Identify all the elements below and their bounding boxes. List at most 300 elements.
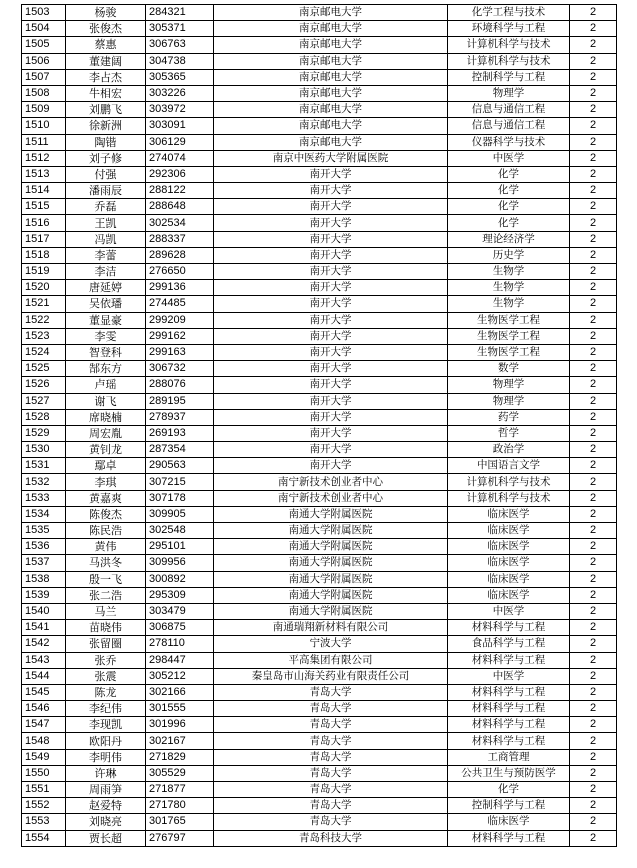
organization-cell: 南京邮电大学 [214, 5, 448, 21]
person-name-cell: 马洪冬 [66, 555, 146, 571]
organization-cell: 南通大学附属医院 [214, 523, 448, 539]
serial-number-cell: 299162 [146, 328, 214, 344]
count-cell: 2 [570, 474, 617, 490]
organization-cell: 南开大学 [214, 425, 448, 441]
organization-cell: 南京邮电大学 [214, 69, 448, 85]
person-name-cell: 马兰 [66, 603, 146, 619]
serial-number-cell: 301996 [146, 717, 214, 733]
person-name-cell: 黄伟 [66, 539, 146, 555]
row-number-cell: 1505 [22, 37, 66, 53]
organization-cell: 南开大学 [214, 409, 448, 425]
row-number-cell: 1513 [22, 166, 66, 182]
person-name-cell: 潘雨辰 [66, 183, 146, 199]
serial-number-cell: 309956 [146, 555, 214, 571]
organization-cell: 南通瑞翔新材料有限公司 [214, 620, 448, 636]
serial-number-cell: 287354 [146, 442, 214, 458]
table-row [22, 280, 617, 296]
count-cell: 2 [570, 53, 617, 69]
row-number-cell: 1512 [22, 150, 66, 166]
row-number-cell: 1524 [22, 344, 66, 360]
person-name-cell: 杨骏 [66, 5, 146, 21]
row-number-cell: 1508 [22, 85, 66, 101]
row-number-cell: 1511 [22, 134, 66, 150]
table-row [22, 231, 617, 247]
table-row [22, 425, 617, 441]
row-number-cell: 1528 [22, 409, 66, 425]
table-row [22, 85, 617, 101]
serial-number-cell: 306129 [146, 134, 214, 150]
count-cell: 2 [570, 717, 617, 733]
person-name-cell: 欧阳丹 [66, 733, 146, 749]
organization-cell: 南开大学 [214, 393, 448, 409]
row-number-cell: 1523 [22, 328, 66, 344]
person-name-cell: 唐延婷 [66, 280, 146, 296]
person-name-cell: 周宏胤 [66, 425, 146, 441]
organization-cell: 青岛大学 [214, 749, 448, 765]
count-cell: 2 [570, 798, 617, 814]
row-number-cell: 1543 [22, 652, 66, 668]
discipline-cell: 控制科学与工程 [448, 798, 570, 814]
organization-cell: 南宁新技术创业者中心 [214, 474, 448, 490]
person-name-cell: 郜东方 [66, 361, 146, 377]
serial-number-cell: 271829 [146, 749, 214, 765]
serial-number-cell: 274074 [146, 150, 214, 166]
row-number-cell: 1510 [22, 118, 66, 134]
discipline-cell: 化学 [448, 166, 570, 182]
row-number-cell: 1509 [22, 102, 66, 118]
discipline-cell: 生物学 [448, 296, 570, 312]
organization-cell: 南京邮电大学 [214, 102, 448, 118]
row-number-cell: 1533 [22, 490, 66, 506]
organization-cell: 青岛大学 [214, 765, 448, 781]
table-row [22, 523, 617, 539]
count-cell: 2 [570, 344, 617, 360]
organization-cell: 南开大学 [214, 215, 448, 231]
organization-cell: 南京邮电大学 [214, 53, 448, 69]
row-number-cell: 1530 [22, 442, 66, 458]
organization-cell: 南京邮电大学 [214, 134, 448, 150]
serial-number-cell: 289628 [146, 247, 214, 263]
count-cell: 2 [570, 830, 617, 846]
row-number-cell: 1506 [22, 53, 66, 69]
row-number-cell: 1542 [22, 636, 66, 652]
person-name-cell: 谢飞 [66, 393, 146, 409]
row-number-cell: 1544 [22, 668, 66, 684]
organization-cell: 南京邮电大学 [214, 21, 448, 37]
discipline-cell: 临床医学 [448, 506, 570, 522]
person-name-cell: 张乔 [66, 652, 146, 668]
row-number-cell: 1504 [22, 21, 66, 37]
discipline-cell: 计算机科学与技术 [448, 490, 570, 506]
serial-number-cell: 302548 [146, 523, 214, 539]
row-number-cell: 1534 [22, 506, 66, 522]
count-cell: 2 [570, 523, 617, 539]
count-cell: 2 [570, 506, 617, 522]
organization-cell: 青岛大学 [214, 701, 448, 717]
count-cell: 2 [570, 361, 617, 377]
row-number-cell: 1507 [22, 69, 66, 85]
discipline-cell: 工商管理 [448, 749, 570, 765]
row-number-cell: 1527 [22, 393, 66, 409]
table-row [22, 296, 617, 312]
organization-cell: 南通大学附属医院 [214, 603, 448, 619]
person-name-cell: 徐新洲 [66, 118, 146, 134]
count-cell: 2 [570, 652, 617, 668]
person-name-cell: 陶锴 [66, 134, 146, 150]
count-cell: 2 [570, 684, 617, 700]
count-cell: 2 [570, 199, 617, 215]
row-number-cell: 1537 [22, 555, 66, 571]
row-number-cell: 1514 [22, 183, 66, 199]
discipline-cell: 计算机科学与技术 [448, 37, 570, 53]
discipline-cell: 理论经济学 [448, 231, 570, 247]
row-number-cell: 1554 [22, 830, 66, 846]
count-cell: 2 [570, 603, 617, 619]
count-cell: 2 [570, 183, 617, 199]
row-number-cell: 1551 [22, 782, 66, 798]
row-number-cell: 1546 [22, 701, 66, 717]
serial-number-cell: 299209 [146, 312, 214, 328]
table-row [22, 571, 617, 587]
serial-number-cell: 299136 [146, 280, 214, 296]
organization-cell: 南开大学 [214, 312, 448, 328]
organization-cell: 南开大学 [214, 264, 448, 280]
table-row [22, 442, 617, 458]
table-row [22, 53, 617, 69]
person-name-cell: 刘子修 [66, 150, 146, 166]
person-name-cell: 张留圈 [66, 636, 146, 652]
serial-number-cell: 305529 [146, 765, 214, 781]
organization-cell: 南京中医药大学附属医院 [214, 150, 448, 166]
row-number-cell: 1529 [22, 425, 66, 441]
count-cell: 2 [570, 782, 617, 798]
serial-number-cell: 271877 [146, 782, 214, 798]
table-row [22, 506, 617, 522]
table-row [22, 166, 617, 182]
person-name-cell: 席晓楠 [66, 409, 146, 425]
organization-cell: 南京邮电大学 [214, 37, 448, 53]
person-name-cell: 刘鹏飞 [66, 102, 146, 118]
organization-cell: 南京邮电大学 [214, 118, 448, 134]
person-name-cell: 周雨笋 [66, 782, 146, 798]
table-row [22, 150, 617, 166]
serial-number-cell: 269193 [146, 425, 214, 441]
table-row [22, 652, 617, 668]
table-row [22, 69, 617, 85]
organization-cell: 青岛大学 [214, 733, 448, 749]
count-cell: 2 [570, 571, 617, 587]
discipline-cell: 生物医学工程 [448, 328, 570, 344]
serial-number-cell: 288337 [146, 231, 214, 247]
count-cell: 2 [570, 69, 617, 85]
discipline-cell: 材料科学与工程 [448, 830, 570, 846]
serial-number-cell: 302534 [146, 215, 214, 231]
serial-number-cell: 305365 [146, 69, 214, 85]
count-cell: 2 [570, 555, 617, 571]
person-name-cell: 苗晓伟 [66, 620, 146, 636]
count-cell: 2 [570, 166, 617, 182]
count-cell: 2 [570, 328, 617, 344]
person-name-cell: 许琳 [66, 765, 146, 781]
row-number-cell: 1535 [22, 523, 66, 539]
discipline-cell: 化学 [448, 199, 570, 215]
discipline-cell: 中国语言文学 [448, 458, 570, 474]
row-number-cell: 1532 [22, 474, 66, 490]
table-row [22, 199, 617, 215]
table-row [22, 118, 617, 134]
discipline-cell: 临床医学 [448, 814, 570, 830]
person-name-cell: 蔡惠 [66, 37, 146, 53]
count-cell: 2 [570, 393, 617, 409]
table-row [22, 312, 617, 328]
serial-number-cell: 309905 [146, 506, 214, 522]
discipline-cell: 生物学 [448, 264, 570, 280]
serial-number-cell: 307215 [146, 474, 214, 490]
table-row [22, 344, 617, 360]
serial-number-cell: 300892 [146, 571, 214, 587]
count-cell: 2 [570, 377, 617, 393]
count-cell: 2 [570, 296, 617, 312]
discipline-cell: 临床医学 [448, 587, 570, 603]
serial-number-cell: 290563 [146, 458, 214, 474]
person-name-cell: 付强 [66, 166, 146, 182]
row-number-cell: 1515 [22, 199, 66, 215]
organization-cell: 南京邮电大学 [214, 85, 448, 101]
count-cell: 2 [570, 21, 617, 37]
table-row [22, 587, 617, 603]
organization-cell: 青岛大学 [214, 814, 448, 830]
table-row [22, 458, 617, 474]
table-row [22, 717, 617, 733]
row-number-cell: 1519 [22, 264, 66, 280]
count-cell: 2 [570, 37, 617, 53]
count-cell: 2 [570, 749, 617, 765]
table-row [22, 21, 617, 37]
organization-cell: 南开大学 [214, 280, 448, 296]
row-number-cell: 1531 [22, 458, 66, 474]
table-row [22, 409, 617, 425]
discipline-cell: 信息与通信工程 [448, 102, 570, 118]
organization-cell: 青岛大学 [214, 717, 448, 733]
table-row [22, 668, 617, 684]
person-name-cell: 李洁 [66, 264, 146, 280]
count-cell: 2 [570, 247, 617, 263]
organization-cell: 南开大学 [214, 247, 448, 263]
serial-number-cell: 271780 [146, 798, 214, 814]
discipline-cell: 数学 [448, 361, 570, 377]
serial-number-cell: 284321 [146, 5, 214, 21]
table-row [22, 5, 617, 21]
person-name-cell: 张俊杰 [66, 21, 146, 37]
table-row [22, 701, 617, 717]
discipline-cell: 环境科学与工程 [448, 21, 570, 37]
table-row [22, 603, 617, 619]
serial-number-cell: 302167 [146, 733, 214, 749]
table-row [22, 620, 617, 636]
person-name-cell: 殷一飞 [66, 571, 146, 587]
count-cell: 2 [570, 312, 617, 328]
table-row [22, 393, 617, 409]
serial-number-cell: 276650 [146, 264, 214, 280]
discipline-cell: 仪器科学与技术 [448, 134, 570, 150]
count-cell: 2 [570, 701, 617, 717]
organization-cell: 南开大学 [214, 458, 448, 474]
count-cell: 2 [570, 280, 617, 296]
organization-cell: 南通大学附属医院 [214, 506, 448, 522]
discipline-cell: 化学 [448, 782, 570, 798]
count-cell: 2 [570, 118, 617, 134]
person-name-cell: 李琪 [66, 474, 146, 490]
discipline-cell: 物理学 [448, 377, 570, 393]
person-name-cell: 陈民浩 [66, 523, 146, 539]
serial-number-cell: 306875 [146, 620, 214, 636]
organization-cell: 平高集团有限公司 [214, 652, 448, 668]
table-row [22, 684, 617, 700]
organization-cell: 青岛大学 [214, 798, 448, 814]
row-number-cell: 1545 [22, 684, 66, 700]
person-name-cell: 李雯 [66, 328, 146, 344]
serial-number-cell: 305371 [146, 21, 214, 37]
serial-number-cell: 274485 [146, 296, 214, 312]
row-number-cell: 1516 [22, 215, 66, 231]
person-name-cell: 张震 [66, 668, 146, 684]
row-number-cell: 1536 [22, 539, 66, 555]
count-cell: 2 [570, 5, 617, 21]
person-name-cell: 冯凯 [66, 231, 146, 247]
discipline-cell: 计算机科学与技术 [448, 53, 570, 69]
organization-cell: 南开大学 [214, 199, 448, 215]
serial-number-cell: 301555 [146, 701, 214, 717]
row-number-cell: 1521 [22, 296, 66, 312]
discipline-cell: 材料科学与工程 [448, 701, 570, 717]
person-name-cell: 董建阔 [66, 53, 146, 69]
person-name-cell: 张二浩 [66, 587, 146, 603]
discipline-cell: 政治学 [448, 442, 570, 458]
row-number-cell: 1540 [22, 603, 66, 619]
discipline-cell: 材料科学与工程 [448, 620, 570, 636]
organization-cell: 南通大学附属医院 [214, 555, 448, 571]
discipline-cell: 材料科学与工程 [448, 717, 570, 733]
serial-number-cell: 304738 [146, 53, 214, 69]
table-row [22, 782, 617, 798]
serial-number-cell: 289195 [146, 393, 214, 409]
organization-cell: 南开大学 [214, 361, 448, 377]
organization-cell: 南通大学附属医院 [214, 539, 448, 555]
serial-number-cell: 303091 [146, 118, 214, 134]
serial-number-cell: 301765 [146, 814, 214, 830]
organization-cell: 南开大学 [214, 183, 448, 199]
serial-number-cell: 288122 [146, 183, 214, 199]
organization-cell: 南开大学 [214, 344, 448, 360]
row-number-cell: 1525 [22, 361, 66, 377]
discipline-cell: 计算机科学与技术 [448, 474, 570, 490]
row-number-cell: 1538 [22, 571, 66, 587]
discipline-cell: 信息与通信工程 [448, 118, 570, 134]
serial-number-cell: 303972 [146, 102, 214, 118]
person-name-cell: 吴依璠 [66, 296, 146, 312]
row-number-cell: 1547 [22, 717, 66, 733]
organization-cell: 南宁新技术创业者中心 [214, 490, 448, 506]
serial-number-cell: 295309 [146, 587, 214, 603]
table-row [22, 247, 617, 263]
person-name-cell: 李明伟 [66, 749, 146, 765]
serial-number-cell: 295101 [146, 539, 214, 555]
count-cell: 2 [570, 409, 617, 425]
row-number-cell: 1526 [22, 377, 66, 393]
table-row [22, 490, 617, 506]
row-number-cell: 1550 [22, 765, 66, 781]
row-number-cell: 1548 [22, 733, 66, 749]
count-cell: 2 [570, 814, 617, 830]
serial-number-cell: 303479 [146, 603, 214, 619]
discipline-cell: 材料科学与工程 [448, 733, 570, 749]
organization-cell: 宁波大学 [214, 636, 448, 652]
discipline-cell: 哲学 [448, 425, 570, 441]
serial-number-cell: 298447 [146, 652, 214, 668]
count-cell: 2 [570, 668, 617, 684]
person-name-cell: 刘晓亮 [66, 814, 146, 830]
serial-number-cell: 288648 [146, 199, 214, 215]
count-cell: 2 [570, 102, 617, 118]
discipline-cell: 中医学 [448, 150, 570, 166]
discipline-cell: 临床医学 [448, 555, 570, 571]
person-name-cell: 智登科 [66, 344, 146, 360]
row-number-cell: 1520 [22, 280, 66, 296]
organization-cell: 青岛大学 [214, 782, 448, 798]
person-name-cell: 卢瑶 [66, 377, 146, 393]
serial-number-cell: 292306 [146, 166, 214, 182]
row-number-cell: 1517 [22, 231, 66, 247]
person-name-cell: 李占杰 [66, 69, 146, 85]
person-name-cell: 牛相宏 [66, 85, 146, 101]
table-row [22, 215, 617, 231]
row-number-cell: 1549 [22, 749, 66, 765]
count-cell: 2 [570, 636, 617, 652]
table-row [22, 37, 617, 53]
organization-cell: 南开大学 [214, 328, 448, 344]
discipline-cell: 中医学 [448, 603, 570, 619]
serial-number-cell: 278110 [146, 636, 214, 652]
discipline-cell: 控制科学与工程 [448, 69, 570, 85]
person-name-cell: 董显豪 [66, 312, 146, 328]
table-row [22, 183, 617, 199]
serial-number-cell: 276797 [146, 830, 214, 846]
serial-number-cell: 299163 [146, 344, 214, 360]
table-row [22, 733, 617, 749]
person-name-cell: 李蕾 [66, 247, 146, 263]
count-cell: 2 [570, 264, 617, 280]
person-name-cell: 黄嘉爽 [66, 490, 146, 506]
serial-number-cell: 302166 [146, 684, 214, 700]
count-cell: 2 [570, 539, 617, 555]
discipline-cell: 材料科学与工程 [448, 684, 570, 700]
discipline-cell: 化学工程与技术 [448, 5, 570, 21]
funding-list-table [21, 4, 617, 847]
row-number-cell: 1518 [22, 247, 66, 263]
table-row [22, 361, 617, 377]
serial-number-cell: 305212 [146, 668, 214, 684]
count-cell: 2 [570, 134, 617, 150]
count-cell: 2 [570, 587, 617, 603]
row-number-cell: 1503 [22, 5, 66, 21]
discipline-cell: 生物医学工程 [448, 344, 570, 360]
table-row [22, 798, 617, 814]
count-cell: 2 [570, 150, 617, 166]
organization-cell: 南开大学 [214, 442, 448, 458]
organization-cell: 南开大学 [214, 231, 448, 247]
table-row [22, 749, 617, 765]
count-cell: 2 [570, 490, 617, 506]
